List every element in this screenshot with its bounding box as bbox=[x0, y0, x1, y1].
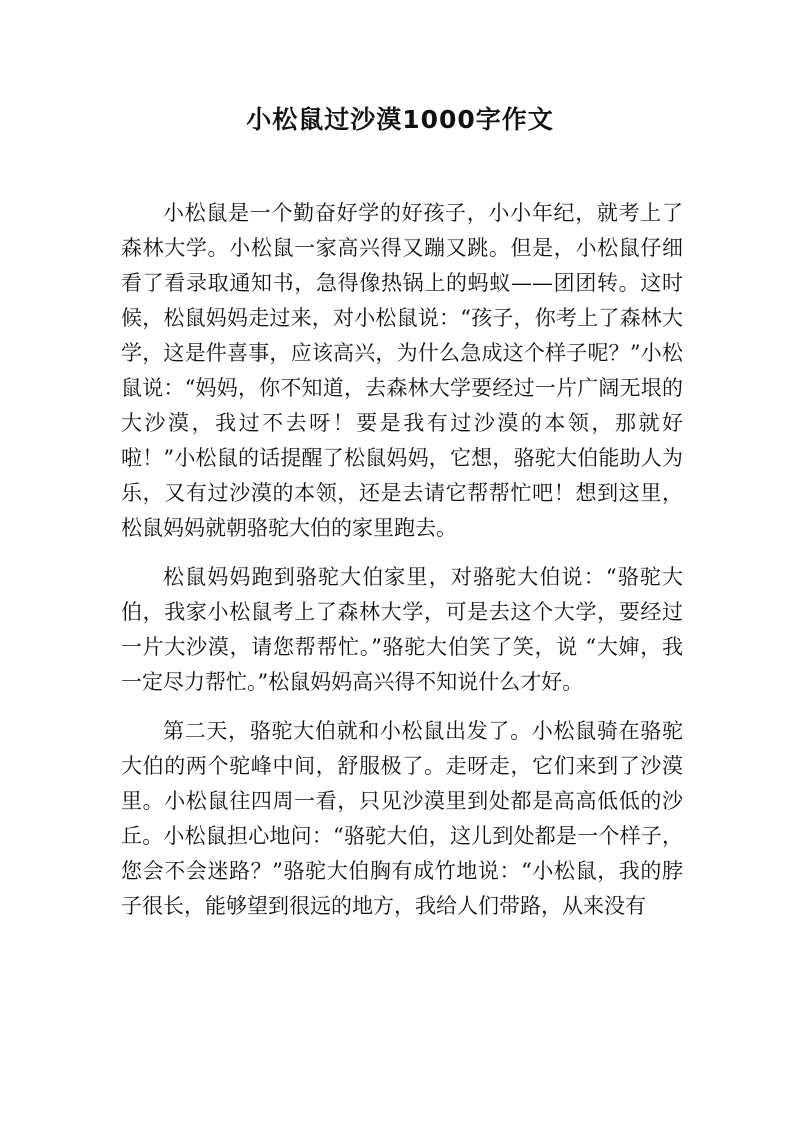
document-title: 小松鼠过沙漠1000字作文 bbox=[246, 105, 554, 134]
paragraph-1: 小松鼠是一个勤奋好学的好孩子，小小年纪，就考上了森林大学。小松鼠一家高兴得又蹦又跳。但是，小松鼠仔细看了看录取通知书，急得像热锅上的蚂蚁——团团转。这时候，松鼠妈妈走过来，对小松鼠说：“孩子，你考上了森林大学，这是件喜事，应该高兴，为什么急成这个样子呢？”小松鼠说：“妈妈，你不知道，去森林大学要经过一片广阔无垠的大沙漠，我过不去呀！要是我有过沙漠的本领，那就好啦！”小松鼠的话提醒了松鼠妈妈，它想，骆驼大伯能助人为乐，又有过沙漠的本领，还是去请它帮帮忙吧！想到这里，松鼠妈妈就朝骆驼大伯的家里跑去。 bbox=[121, 201, 683, 540]
document-body bbox=[121, 196, 683, 938]
paragraph-2: 松鼠妈妈跑到骆驼大伯家里，对骆驼大伯说：“骆驼大伯，我家小松鼠考上了森林大学，可是去这个大学，要经过一片大沙漠，请您帮帮忙。”骆驼大伯笑了笑，说 “大婶，我一定尽力帮忙。”松鼠妈妈高兴得不知说什么才好。 bbox=[121, 565, 683, 694]
paragraph-3: 第二天，骆驼大伯就和小松鼠出发了。小松鼠骑在骆驼大伯的两个驼峰中间，舒服极了。走呀走，它们来到了沙漠里。小松鼠往四周一看，只见沙漠里到处都是高高低低的沙丘。小松鼠担心地问：“骆驼大伯，这儿到处都是一个样子，您会不会迷路？”骆驼大伯胸有成竹地说：“小松鼠，我的脖子很长，能够望到很远的地方，我给人们带路，从来没有 bbox=[121, 719, 683, 918]
